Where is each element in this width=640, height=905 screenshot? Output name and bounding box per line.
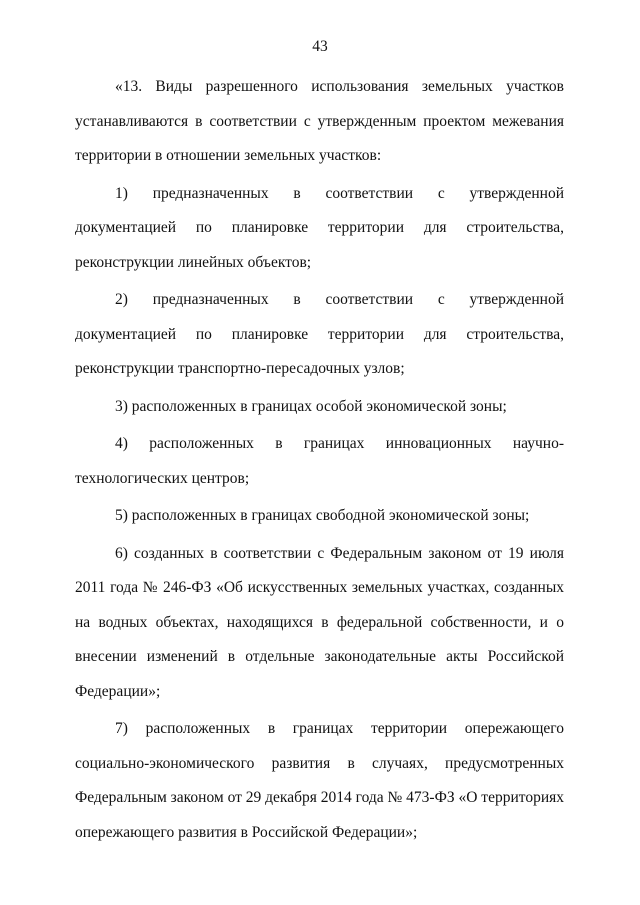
list-item-4: 4) расположенных в границах инновационных научно-технологических центров; — [75, 435, 564, 487]
document-body — [75, 70, 564, 850]
list-item-7: 7) расположенных в границах территории опережающего социально-экономического развития в случаях, предусмотренных Федеральным законом от 29 декабря 2014 года № 473-ФЗ «О территориях опережающего развития в Российской Федерации»; — [75, 720, 564, 841]
page-number: 43 — [312, 38, 328, 55]
paragraph-13-intro: «13. Виды разрешенного использования земельных участков устанавливаются в соответствии с утвержденным проектом межевания территории в отношении земельных участков: — [75, 78, 564, 164]
list-item-1: 1) предназначенных в соответствии с утвержденной документацией по планировке территории для строительства, реконструкции линейных объектов; — [75, 184, 564, 271]
list-item-3: 3) расположенных в границах особой экономической зоны; — [115, 397, 507, 415]
list-item-5: 5) расположенных в границах свободной экономической зоны; — [115, 507, 530, 524]
list-item-2: 2) предназначенных в соответствии с утвержденной документацией по планировке территории для строительства, реконструкции транспортно-пересадочных узлов; — [75, 291, 564, 377]
list-item-6: 6) созданных в соответствии с Федеральным законом от 19 июля 2011 года № 246-ФЗ «Об искусственных земельных участках, созданных на водных объектах, находящихся в федеральной собственности, и о внесении изменений в отдельные законодательные акты Российской Федерации»; — [75, 544, 564, 700]
